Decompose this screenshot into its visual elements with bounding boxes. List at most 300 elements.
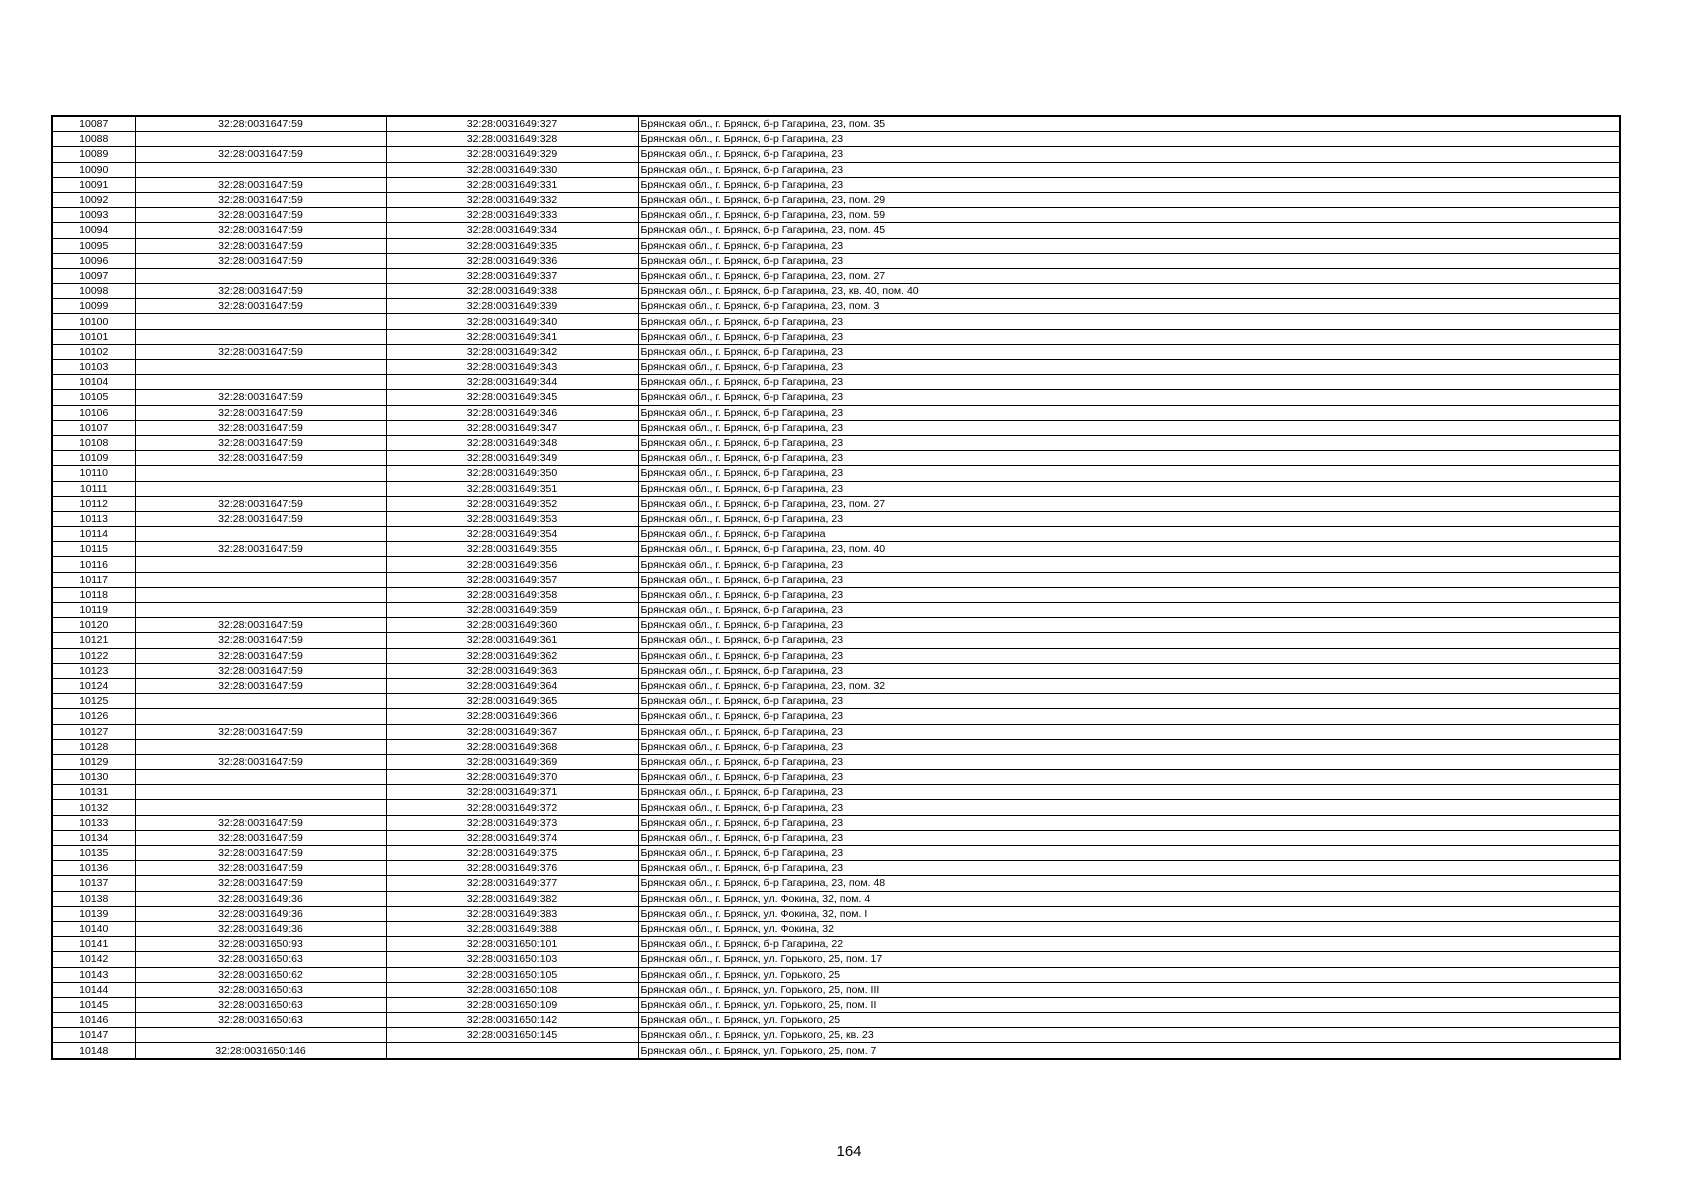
address-cell: Брянская обл., г. Брянск, б-р Гагарина, 23 xyxy=(638,511,1620,526)
parent-cadastral-number-cell xyxy=(135,162,386,177)
row-number-cell: 10121 xyxy=(52,633,135,648)
row-number-cell: 10143 xyxy=(52,967,135,982)
address-cell: Брянская обл., г. Брянск, ул. Горького, 25, пом. 17 xyxy=(638,952,1620,967)
cadastral-number-cell: 32:28:0031649:344 xyxy=(386,375,638,390)
table-row xyxy=(52,633,1620,648)
table-row xyxy=(52,1013,1620,1028)
row-number-cell: 10094 xyxy=(52,223,135,238)
address-cell: Брянская обл., г. Брянск, б-р Гагарина, 23, пом. 3 xyxy=(638,299,1620,314)
address-cell: Брянская обл., г. Брянск, б-р Гагарина, 23 xyxy=(638,709,1620,724)
cadastral-number-cell: 32:28:0031649:373 xyxy=(386,815,638,830)
address-cell: Брянская обл., г. Брянск, б-р Гагарина, 23 xyxy=(638,420,1620,435)
parent-cadastral-number-cell xyxy=(135,572,386,587)
row-number-cell: 10106 xyxy=(52,405,135,420)
cadastral-number-cell: 32:28:0031649:372 xyxy=(386,800,638,815)
table-row xyxy=(52,162,1620,177)
parent-cadastral-number-cell xyxy=(135,587,386,602)
row-number-cell: 10147 xyxy=(52,1028,135,1043)
cadastral-number-cell: 32:28:0031649:367 xyxy=(386,724,638,739)
row-number-cell: 10148 xyxy=(52,1043,135,1059)
row-number-cell: 10108 xyxy=(52,435,135,450)
cadastral-number-cell: 32:28:0031650:109 xyxy=(386,997,638,1012)
table-row xyxy=(52,572,1620,587)
cadastral-number-cell: 32:28:0031649:351 xyxy=(386,481,638,496)
cadastral-number-cell: 32:28:0031649:343 xyxy=(386,360,638,375)
table-row xyxy=(52,147,1620,162)
address-cell: Брянская обл., г. Брянск, ул. Горького, 25 xyxy=(638,1013,1620,1028)
table-row xyxy=(52,754,1620,769)
parent-cadastral-number-cell: 32:28:0031647:59 xyxy=(135,208,386,223)
parent-cadastral-number-cell: 32:28:0031647:59 xyxy=(135,663,386,678)
table-row xyxy=(52,678,1620,693)
cadastral-number-cell: 32:28:0031649:358 xyxy=(386,587,638,602)
row-number-cell: 10105 xyxy=(52,390,135,405)
row-number-cell: 10128 xyxy=(52,739,135,754)
cadastral-number-cell: 32:28:0031649:366 xyxy=(386,709,638,724)
row-number-cell: 10145 xyxy=(52,997,135,1012)
address-cell: Брянская обл., г. Брянск, ул. Горького, 25, пом. III xyxy=(638,982,1620,997)
address-cell: Брянская обл., г. Брянск, б-р Гагарина, 23 xyxy=(638,451,1620,466)
parent-cadastral-number-cell xyxy=(135,481,386,496)
parent-cadastral-number-cell: 32:28:0031647:59 xyxy=(135,633,386,648)
row-number-cell: 10107 xyxy=(52,420,135,435)
cadastral-number-cell: 32:28:0031649:368 xyxy=(386,739,638,754)
table-row xyxy=(52,739,1620,754)
table-row xyxy=(52,861,1620,876)
parent-cadastral-number-cell: 32:28:0031647:59 xyxy=(135,147,386,162)
table-row xyxy=(52,891,1620,906)
table-row xyxy=(52,921,1620,936)
address-cell: Брянская обл., г. Брянск, б-р Гагарина, 23 xyxy=(638,162,1620,177)
table-row xyxy=(52,830,1620,845)
row-number-cell: 10102 xyxy=(52,344,135,359)
cadastral-number-cell: 32:28:0031649:365 xyxy=(386,694,638,709)
row-number-cell: 10110 xyxy=(52,466,135,481)
row-number-cell: 10141 xyxy=(52,937,135,952)
address-cell: Брянская обл., г. Брянск, б-р Гагарина, 23 xyxy=(638,344,1620,359)
cadastral-number-cell: 32:28:0031649:355 xyxy=(386,542,638,557)
cadastral-number-cell: 32:28:0031649:338 xyxy=(386,284,638,299)
cadastral-number-cell: 32:28:0031649:346 xyxy=(386,405,638,420)
parent-cadastral-number-cell: 32:28:0031650:63 xyxy=(135,982,386,997)
table-row xyxy=(52,906,1620,921)
row-number-cell: 10112 xyxy=(52,496,135,511)
cadastral-number-cell: 32:28:0031649:342 xyxy=(386,344,638,359)
row-number-cell: 10130 xyxy=(52,770,135,785)
table-row xyxy=(52,997,1620,1012)
parent-cadastral-number-cell: 32:28:0031647:59 xyxy=(135,648,386,663)
parent-cadastral-number-cell xyxy=(135,132,386,147)
address-cell: Брянская обл., г. Брянск, б-р Гагарина, 23, пом. 40 xyxy=(638,542,1620,557)
table-row xyxy=(52,618,1620,633)
cadastral-number-cell: 32:28:0031649:354 xyxy=(386,527,638,542)
row-number-cell: 10118 xyxy=(52,587,135,602)
table-row xyxy=(52,329,1620,344)
address-cell: Брянская обл., г. Брянск, ул. Горького, 25, кв. 23 xyxy=(638,1028,1620,1043)
parent-cadastral-number-cell xyxy=(135,770,386,785)
cadastral-number-cell: 32:28:0031649:374 xyxy=(386,830,638,845)
table-row xyxy=(52,785,1620,800)
address-cell: Брянская обл., г. Брянск, б-р Гагарина, 23 xyxy=(638,466,1620,481)
cadastral-number-cell: 32:28:0031649:356 xyxy=(386,557,638,572)
cadastral-number-cell: 32:28:0031649:359 xyxy=(386,603,638,618)
address-cell: Брянская обл., г. Брянск, б-р Гагарина, 23 xyxy=(638,481,1620,496)
row-number-cell: 10146 xyxy=(52,1013,135,1028)
table-row xyxy=(52,1028,1620,1043)
page-number: 164 xyxy=(836,1143,862,1160)
parent-cadastral-number-cell xyxy=(135,709,386,724)
address-cell: Брянская обл., г. Брянск, б-р Гагарина, 23 xyxy=(638,253,1620,268)
table-row xyxy=(52,663,1620,678)
cadastral-number-cell: 32:28:0031650:101 xyxy=(386,937,638,952)
address-cell: Брянская обл., г. Брянск, ул. Горького, 25 xyxy=(638,967,1620,982)
cadastral-number-cell: 32:28:0031649:369 xyxy=(386,754,638,769)
table-row xyxy=(52,542,1620,557)
parent-cadastral-number-cell xyxy=(135,329,386,344)
row-number-cell: 10137 xyxy=(52,876,135,891)
table-row xyxy=(52,268,1620,283)
table-row xyxy=(52,952,1620,967)
parent-cadastral-number-cell: 32:28:0031647:59 xyxy=(135,511,386,526)
cadastral-number-cell: 32:28:0031649:362 xyxy=(386,648,638,663)
row-number-cell: 10125 xyxy=(52,694,135,709)
address-cell: Брянская обл., г. Брянск, б-р Гагарина, 23, пом. 27 xyxy=(638,268,1620,283)
parent-cadastral-number-cell: 32:28:0031647:59 xyxy=(135,618,386,633)
address-cell: Брянская обл., г. Брянск, б-р Гагарина, 23 xyxy=(638,724,1620,739)
row-number-cell: 10144 xyxy=(52,982,135,997)
row-number-cell: 10131 xyxy=(52,785,135,800)
address-cell: Брянская обл., г. Брянск, б-р Гагарина, 23 xyxy=(638,663,1620,678)
row-number-cell: 10139 xyxy=(52,906,135,921)
cadastral-number-cell: 32:28:0031649:347 xyxy=(386,420,638,435)
cadastral-number-cell: 32:28:0031649:336 xyxy=(386,253,638,268)
row-number-cell: 10103 xyxy=(52,360,135,375)
table-row xyxy=(52,390,1620,405)
cadastral-number-cell: 32:28:0031649:375 xyxy=(386,846,638,861)
address-cell: Брянская обл., г. Брянск, б-р Гагарина, 23 xyxy=(638,329,1620,344)
table-row xyxy=(52,557,1620,572)
parent-cadastral-number-cell: 32:28:0031647:59 xyxy=(135,542,386,557)
table-row xyxy=(52,253,1620,268)
row-number-cell: 10122 xyxy=(52,648,135,663)
row-number-cell: 10135 xyxy=(52,846,135,861)
table-row xyxy=(52,800,1620,815)
address-cell: Брянская обл., г. Брянск, б-р Гагарина, 23 xyxy=(638,557,1620,572)
row-number-cell: 10087 xyxy=(52,116,135,132)
parent-cadastral-number-cell xyxy=(135,360,386,375)
address-cell: Брянская обл., г. Брянск, б-р Гагарина, 23 xyxy=(638,770,1620,785)
row-number-cell: 10116 xyxy=(52,557,135,572)
row-number-cell: 10124 xyxy=(52,678,135,693)
table-row xyxy=(52,496,1620,511)
address-cell: Брянская обл., г. Брянск, б-р Гагарина, 22 xyxy=(638,937,1620,952)
table-row xyxy=(52,982,1620,997)
parent-cadastral-number-cell xyxy=(135,314,386,329)
cadastral-number-cell: 32:28:0031649:357 xyxy=(386,572,638,587)
parent-cadastral-number-cell: 32:28:0031647:59 xyxy=(135,435,386,450)
address-cell: Брянская обл., г. Брянск, ул. Фокина, 32, пом. I xyxy=(638,906,1620,921)
address-cell: Брянская обл., г. Брянск, ул. Фокина, 32 xyxy=(638,921,1620,936)
row-number-cell: 10136 xyxy=(52,861,135,876)
cadastral-number-cell: 32:28:0031649:337 xyxy=(386,268,638,283)
address-cell: Брянская обл., г. Брянск, ул. Горького, 25, пом. 7 xyxy=(638,1043,1620,1059)
table-row xyxy=(52,587,1620,602)
row-number-cell: 10092 xyxy=(52,192,135,207)
row-number-cell: 10114 xyxy=(52,527,135,542)
address-cell: Брянская обл., г. Брянск, б-р Гагарина, 23, пом. 32 xyxy=(638,678,1620,693)
address-cell: Брянская обл., г. Брянск, б-р Гагарина, 23, пом. 45 xyxy=(638,223,1620,238)
parent-cadastral-number-cell: 32:28:0031647:59 xyxy=(135,876,386,891)
table-row xyxy=(52,420,1620,435)
table-row xyxy=(52,451,1620,466)
cadastral-number-cell: 32:28:0031649:388 xyxy=(386,921,638,936)
table-row xyxy=(52,192,1620,207)
register-table xyxy=(51,115,1621,1060)
parent-cadastral-number-cell: 32:28:0031650:146 xyxy=(135,1043,386,1059)
address-cell: Брянская обл., г. Брянск, б-р Гагарина, 23 xyxy=(638,618,1620,633)
table-row xyxy=(52,709,1620,724)
parent-cadastral-number-cell xyxy=(135,800,386,815)
row-number-cell: 10113 xyxy=(52,511,135,526)
cadastral-number-cell: 32:28:0031649:376 xyxy=(386,861,638,876)
address-cell: Брянская обл., г. Брянск, б-р Гагарина, 23 xyxy=(638,405,1620,420)
address-cell: Брянская обл., г. Брянск, б-р Гагарина, 23 xyxy=(638,314,1620,329)
cadastral-number-cell: 32:28:0031650:105 xyxy=(386,967,638,982)
address-cell: Брянская обл., г. Брянск, ул. Горького, 25, пом. II xyxy=(638,997,1620,1012)
address-cell: Брянская обл., г. Брянск, б-р Гагарина, 23 xyxy=(638,375,1620,390)
cadastral-number-cell: 32:28:0031649:334 xyxy=(386,223,638,238)
table-row xyxy=(52,466,1620,481)
parent-cadastral-number-cell: 32:28:0031647:59 xyxy=(135,299,386,314)
address-cell: Брянская обл., г. Брянск, б-р Гагарина, 23 xyxy=(638,830,1620,845)
cadastral-number-cell: 32:28:0031649:330 xyxy=(386,162,638,177)
row-number-cell: 10111 xyxy=(52,481,135,496)
address-cell: Брянская обл., г. Брянск, б-р Гагарина, 23 xyxy=(638,132,1620,147)
parent-cadastral-number-cell: 32:28:0031647:59 xyxy=(135,496,386,511)
row-number-cell: 10134 xyxy=(52,830,135,845)
row-number-cell: 10104 xyxy=(52,375,135,390)
table-row xyxy=(52,223,1620,238)
row-number-cell: 10129 xyxy=(52,754,135,769)
table-row xyxy=(52,481,1620,496)
cadastral-number-cell: 32:28:0031649:352 xyxy=(386,496,638,511)
address-cell: Брянская обл., г. Брянск, б-р Гагарина, 23 xyxy=(638,572,1620,587)
table-row xyxy=(52,405,1620,420)
table-row xyxy=(52,648,1620,663)
row-number-cell: 10091 xyxy=(52,177,135,192)
parent-cadastral-number-cell xyxy=(135,268,386,283)
row-number-cell: 10098 xyxy=(52,284,135,299)
address-cell: Брянская обл., г. Брянск, б-р Гагарина, 23 xyxy=(638,648,1620,663)
address-cell: Брянская обл., г. Брянск, б-р Гагарина, 23, кв. 40, пом. 40 xyxy=(638,284,1620,299)
parent-cadastral-number-cell: 32:28:0031647:59 xyxy=(135,724,386,739)
row-number-cell: 10096 xyxy=(52,253,135,268)
table-row xyxy=(52,208,1620,223)
address-cell: Брянская обл., г. Брянск, б-р Гагарина, 23 xyxy=(638,238,1620,253)
parent-cadastral-number-cell: 32:28:0031649:36 xyxy=(135,891,386,906)
address-cell: Брянская обл., г. Брянск, б-р Гагарина, 23 xyxy=(638,846,1620,861)
row-number-cell: 10100 xyxy=(52,314,135,329)
cadastral-number-cell: 32:28:0031650:145 xyxy=(386,1028,638,1043)
row-number-cell: 10126 xyxy=(52,709,135,724)
row-number-cell: 10117 xyxy=(52,572,135,587)
cadastral-number-cell: 32:28:0031649:328 xyxy=(386,132,638,147)
row-number-cell: 10093 xyxy=(52,208,135,223)
address-cell: Брянская обл., г. Брянск, б-р Гагарина, 23 xyxy=(638,800,1620,815)
parent-cadastral-number-cell: 32:28:0031647:59 xyxy=(135,830,386,845)
parent-cadastral-number-cell: 32:28:0031649:36 xyxy=(135,921,386,936)
row-number-cell: 10142 xyxy=(52,952,135,967)
address-cell: Брянская обл., г. Брянск, б-р Гагарина, 23 xyxy=(638,603,1620,618)
table-row xyxy=(52,360,1620,375)
address-cell: Брянская обл., г. Брянск, б-р Гагарина, 23 xyxy=(638,360,1620,375)
parent-cadastral-number-cell: 32:28:0031650:62 xyxy=(135,967,386,982)
parent-cadastral-number-cell: 32:28:0031650:93 xyxy=(135,937,386,952)
table-row xyxy=(52,132,1620,147)
parent-cadastral-number-cell: 32:28:0031647:59 xyxy=(135,253,386,268)
address-cell: Брянская обл., г. Брянск, б-р Гагарина, 23 xyxy=(638,147,1620,162)
parent-cadastral-number-cell xyxy=(135,466,386,481)
parent-cadastral-number-cell xyxy=(135,603,386,618)
parent-cadastral-number-cell: 32:28:0031647:59 xyxy=(135,223,386,238)
parent-cadastral-number-cell: 32:28:0031647:59 xyxy=(135,451,386,466)
cadastral-number-cell: 32:28:0031649:371 xyxy=(386,785,638,800)
table-row xyxy=(52,116,1620,132)
parent-cadastral-number-cell: 32:28:0031647:59 xyxy=(135,420,386,435)
cadastral-number-cell: 32:28:0031649:349 xyxy=(386,451,638,466)
row-number-cell: 10097 xyxy=(52,268,135,283)
table-row xyxy=(52,1043,1620,1059)
parent-cadastral-number-cell: 32:28:0031647:59 xyxy=(135,405,386,420)
row-number-cell: 10109 xyxy=(52,451,135,466)
table-row xyxy=(52,375,1620,390)
row-number-cell: 10138 xyxy=(52,891,135,906)
table-row xyxy=(52,815,1620,830)
cadastral-number-cell: 32:28:0031649:332 xyxy=(386,192,638,207)
table-row xyxy=(52,603,1620,618)
address-cell: Брянская обл., г. Брянск, б-р Гагарина, 23 xyxy=(638,694,1620,709)
parent-cadastral-number-cell xyxy=(135,694,386,709)
row-number-cell: 10133 xyxy=(52,815,135,830)
parent-cadastral-number-cell xyxy=(135,527,386,542)
address-cell: Брянская обл., г. Брянск, б-р Гагарина, 23 xyxy=(638,785,1620,800)
address-cell: Брянская обл., г. Брянск, б-р Гагарина, 23, пом. 35 xyxy=(638,116,1620,132)
address-cell: Брянская обл., г. Брянск, б-р Гагарина, 23 xyxy=(638,754,1620,769)
cadastral-number-cell: 32:28:0031649:363 xyxy=(386,663,638,678)
table-row xyxy=(52,770,1620,785)
parent-cadastral-number-cell: 32:28:0031650:63 xyxy=(135,952,386,967)
address-cell: Брянская обл., г. Брянск, ул. Фокина, 32, пом. 4 xyxy=(638,891,1620,906)
table-row xyxy=(52,284,1620,299)
cadastral-number-cell: 32:28:0031649:382 xyxy=(386,891,638,906)
cadastral-number-cell: 32:28:0031649:350 xyxy=(386,466,638,481)
table-row xyxy=(52,876,1620,891)
address-cell: Брянская обл., г. Брянск, б-р Гагарина, 23, пом. 48 xyxy=(638,876,1620,891)
table-row xyxy=(52,724,1620,739)
parent-cadastral-number-cell: 32:28:0031647:59 xyxy=(135,344,386,359)
cadastral-number-cell: 32:28:0031649:383 xyxy=(386,906,638,921)
parent-cadastral-number-cell xyxy=(135,1028,386,1043)
row-number-cell: 10101 xyxy=(52,329,135,344)
parent-cadastral-number-cell: 32:28:0031647:59 xyxy=(135,116,386,132)
row-number-cell: 10132 xyxy=(52,800,135,815)
table-row xyxy=(52,846,1620,861)
parent-cadastral-number-cell: 32:28:0031647:59 xyxy=(135,678,386,693)
address-cell: Брянская обл., г. Брянск, б-р Гагарина, 23, пом. 27 xyxy=(638,496,1620,511)
address-cell: Брянская обл., г. Брянск, б-р Гагарина, 23 xyxy=(638,587,1620,602)
parent-cadastral-number-cell: 32:28:0031647:59 xyxy=(135,238,386,253)
cadastral-number-cell: 32:28:0031649:360 xyxy=(386,618,638,633)
address-cell: Брянская обл., г. Брянск, б-р Гагарина, 23 xyxy=(638,633,1620,648)
address-cell: Брянская обл., г. Брянск, б-р Гагарина xyxy=(638,527,1620,542)
cadastral-number-cell: 32:28:0031649:333 xyxy=(386,208,638,223)
parent-cadastral-number-cell xyxy=(135,375,386,390)
table-row xyxy=(52,694,1620,709)
cadastral-number-cell: 32:28:0031649:361 xyxy=(386,633,638,648)
table-row xyxy=(52,177,1620,192)
address-cell: Брянская обл., г. Брянск, б-р Гагарина, 23 xyxy=(638,390,1620,405)
parent-cadastral-number-cell: 32:28:0031647:59 xyxy=(135,192,386,207)
address-cell: Брянская обл., г. Брянск, б-р Гагарина, 23 xyxy=(638,435,1620,450)
table-row xyxy=(52,435,1620,450)
row-number-cell: 10095 xyxy=(52,238,135,253)
address-cell: Брянская обл., г. Брянск, б-р Гагарина, 23 xyxy=(638,739,1620,754)
table-row xyxy=(52,937,1620,952)
register-table-body xyxy=(52,116,1620,1059)
cadastral-number-cell: 32:28:0031649:340 xyxy=(386,314,638,329)
table-row xyxy=(52,299,1620,314)
cadastral-number-cell: 32:28:0031649:329 xyxy=(386,147,638,162)
cadastral-number-cell: 32:28:0031649:377 xyxy=(386,876,638,891)
row-number-cell: 10140 xyxy=(52,921,135,936)
row-number-cell: 10123 xyxy=(52,663,135,678)
table-row xyxy=(52,344,1620,359)
parent-cadastral-number-cell: 32:28:0031647:59 xyxy=(135,390,386,405)
cadastral-number-cell: 32:28:0031649:364 xyxy=(386,678,638,693)
cadastral-number-cell xyxy=(386,1043,638,1059)
address-cell: Брянская обл., г. Брянск, б-р Гагарина, 23, пом. 59 xyxy=(638,208,1620,223)
parent-cadastral-number-cell: 32:28:0031647:59 xyxy=(135,754,386,769)
table-row xyxy=(52,511,1620,526)
row-number-cell: 10127 xyxy=(52,724,135,739)
row-number-cell: 10120 xyxy=(52,618,135,633)
row-number-cell: 10119 xyxy=(52,603,135,618)
cadastral-number-cell: 32:28:0031649:348 xyxy=(386,435,638,450)
cadastral-number-cell: 32:28:0031649:341 xyxy=(386,329,638,344)
cadastral-number-cell: 32:28:0031649:345 xyxy=(386,390,638,405)
parent-cadastral-number-cell xyxy=(135,739,386,754)
address-cell: Брянская обл., г. Брянск, б-р Гагарина, 23 xyxy=(638,861,1620,876)
table-row xyxy=(52,967,1620,982)
parent-cadastral-number-cell: 32:28:0031647:59 xyxy=(135,815,386,830)
row-number-cell: 10115 xyxy=(52,542,135,557)
cadastral-number-cell: 32:28:0031650:142 xyxy=(386,1013,638,1028)
cadastral-number-cell: 32:28:0031649:335 xyxy=(386,238,638,253)
parent-cadastral-number-cell xyxy=(135,557,386,572)
row-number-cell: 10099 xyxy=(52,299,135,314)
parent-cadastral-number-cell: 32:28:0031650:63 xyxy=(135,1013,386,1028)
address-cell: Брянская обл., г. Брянск, б-р Гагарина, 23 xyxy=(638,177,1620,192)
address-cell: Брянская обл., г. Брянск, б-р Гагарина, 23, пом. 29 xyxy=(638,192,1620,207)
cadastral-number-cell: 32:28:0031649:327 xyxy=(386,116,638,132)
table-row xyxy=(52,238,1620,253)
parent-cadastral-number-cell: 32:28:0031647:59 xyxy=(135,846,386,861)
parent-cadastral-number-cell: 32:28:0031650:63 xyxy=(135,997,386,1012)
row-number-cell: 10090 xyxy=(52,162,135,177)
parent-cadastral-number-cell: 32:28:0031649:36 xyxy=(135,906,386,921)
address-cell: Брянская обл., г. Брянск, б-р Гагарина, 23 xyxy=(638,815,1620,830)
cadastral-number-cell: 32:28:0031649:339 xyxy=(386,299,638,314)
